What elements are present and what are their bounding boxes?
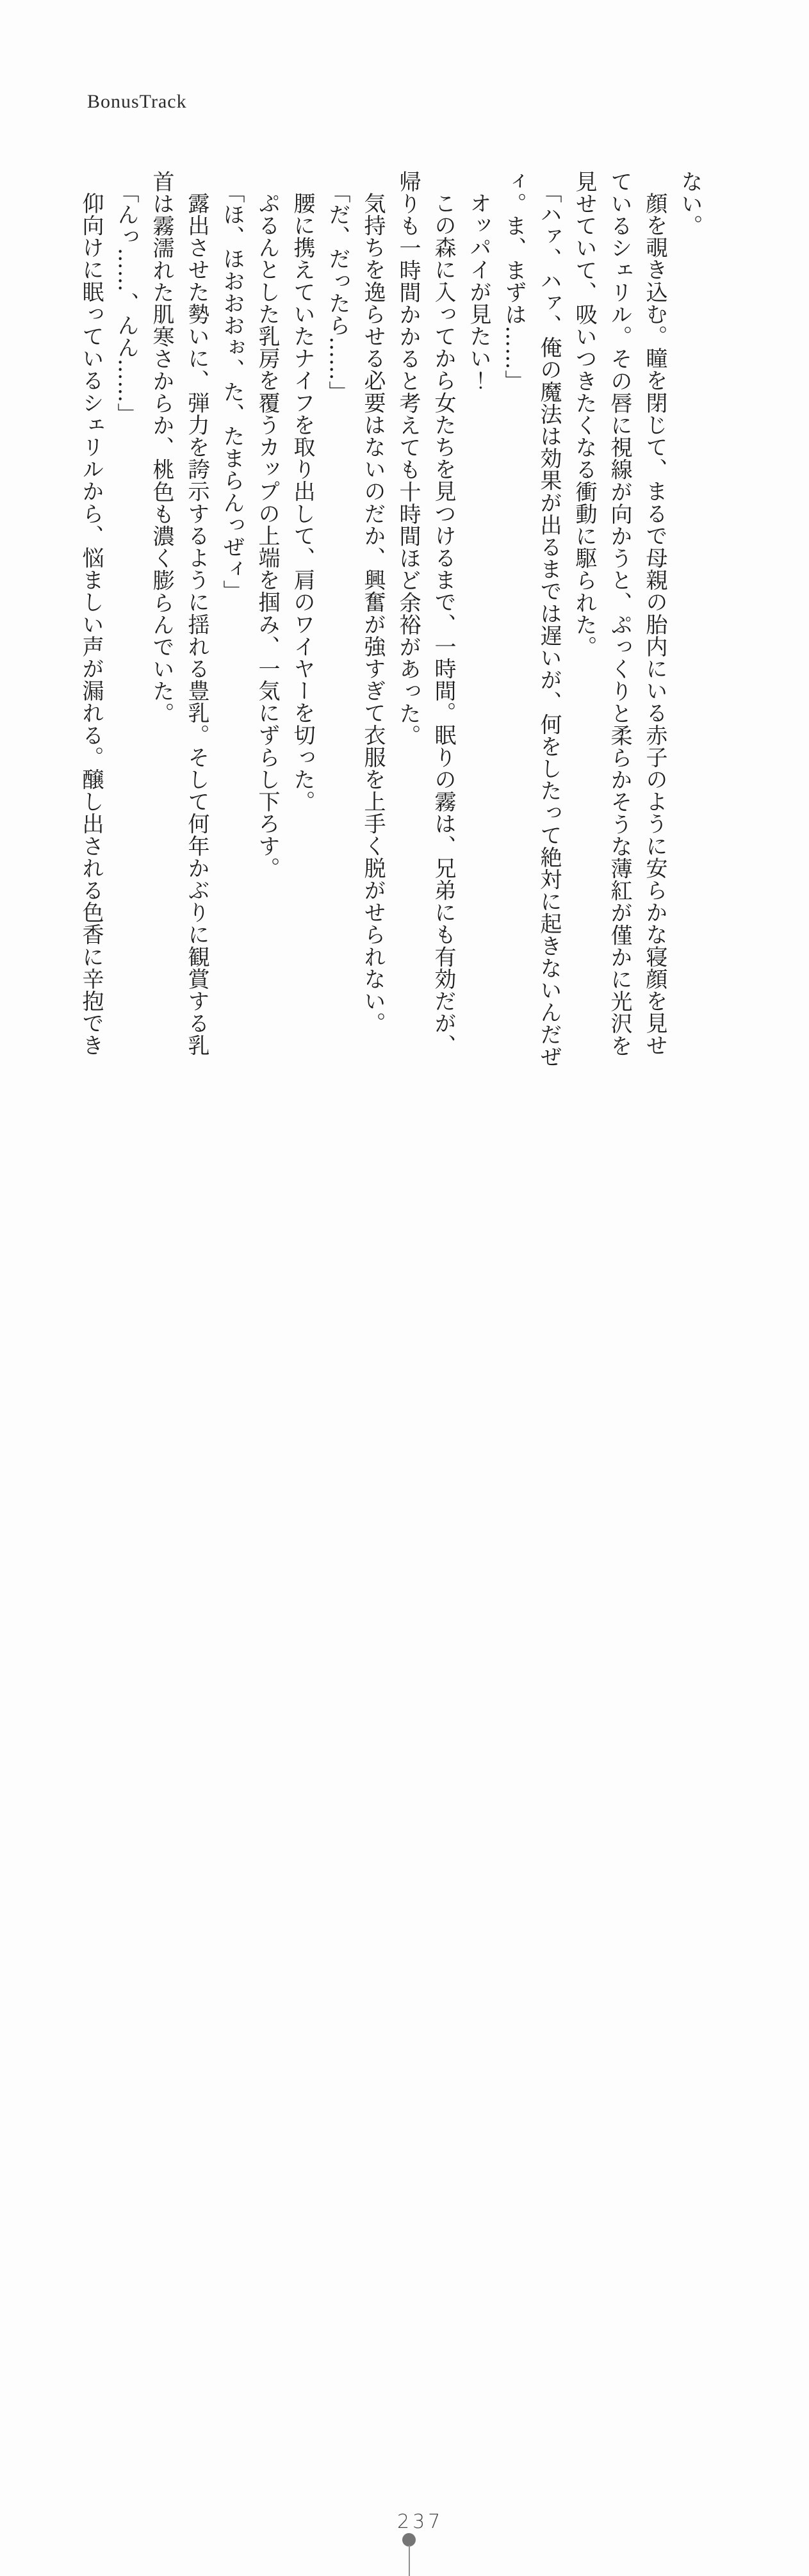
text-line: ぷるんとした乳房を覆うカップの上端を掴み、一気にずらし下ろす。: [254, 192, 280, 879]
text-line: ているシェリル。その唇に視線が向かうと、ぷっくりと柔らかそうな薄紅が僅かに光沢を: [607, 170, 632, 1057]
text-line: この森に入ってから女たちを見つけるまで、一時間。眠りの霧は、兄弟にも有効だが、: [430, 192, 456, 1057]
running-head-title: BonusTrack: [87, 91, 187, 112]
page-number: 237: [397, 2511, 444, 2533]
text-line: 仰向けに眠っているシェリルから、悩ましい声が漏れる。醸し出される色香に辛抱でき: [78, 192, 104, 1057]
text-line: 首は霧濡れた肌寒さからか、桃色も濃く膨らんでいた。: [149, 170, 174, 724]
text-line: 見せていて、吸いつきたくなる衝動に駆られた。: [571, 170, 597, 658]
text-line: ない。: [677, 170, 703, 237]
vertical-text-block: [73, 170, 707, 1068]
text-line: 「ハァ、ハァ、俺の魔法は効果が出るまでは遅いが、何をしたって絶対に起きないんだぜ: [536, 181, 562, 1068]
text-line: 露出させた勢いに、弾力を誇示するように揺れる豊乳。そして何年かぶりに観賞する乳: [184, 192, 209, 1057]
text-line: オッパイが見たい！: [466, 192, 491, 392]
text-line: 「んっ……、んん……」: [113, 181, 139, 425]
page-footer: [0, 1253, 809, 2533]
text-line: 「ほ、ほおおおぉ、た、たまらんっぜィ」: [219, 181, 245, 603]
text-line: 気持ちを逸らせる必要はないのだか、興奮が強すぎて衣服を上手く脱がせられない。: [360, 192, 386, 1034]
footer-dot-ornament: [402, 2533, 416, 2547]
text-line: 顔を覗き込む。瞳を閉じて、まるで母親の胎内にいる赤子のように安らかな寝顔を見せ: [642, 192, 667, 1057]
footer-line-ornament: [409, 2545, 410, 2576]
text-line: 帰りも一時間かかると考えても十時間ほど余裕があった。: [395, 170, 421, 747]
text-line: 腰に携えていたナイフを取り出して、肩のワイヤーを切った。: [290, 192, 315, 813]
text-line: 「だ、だったら……」: [325, 181, 350, 403]
text-line: ィ。ま、まずは……」: [501, 170, 527, 392]
